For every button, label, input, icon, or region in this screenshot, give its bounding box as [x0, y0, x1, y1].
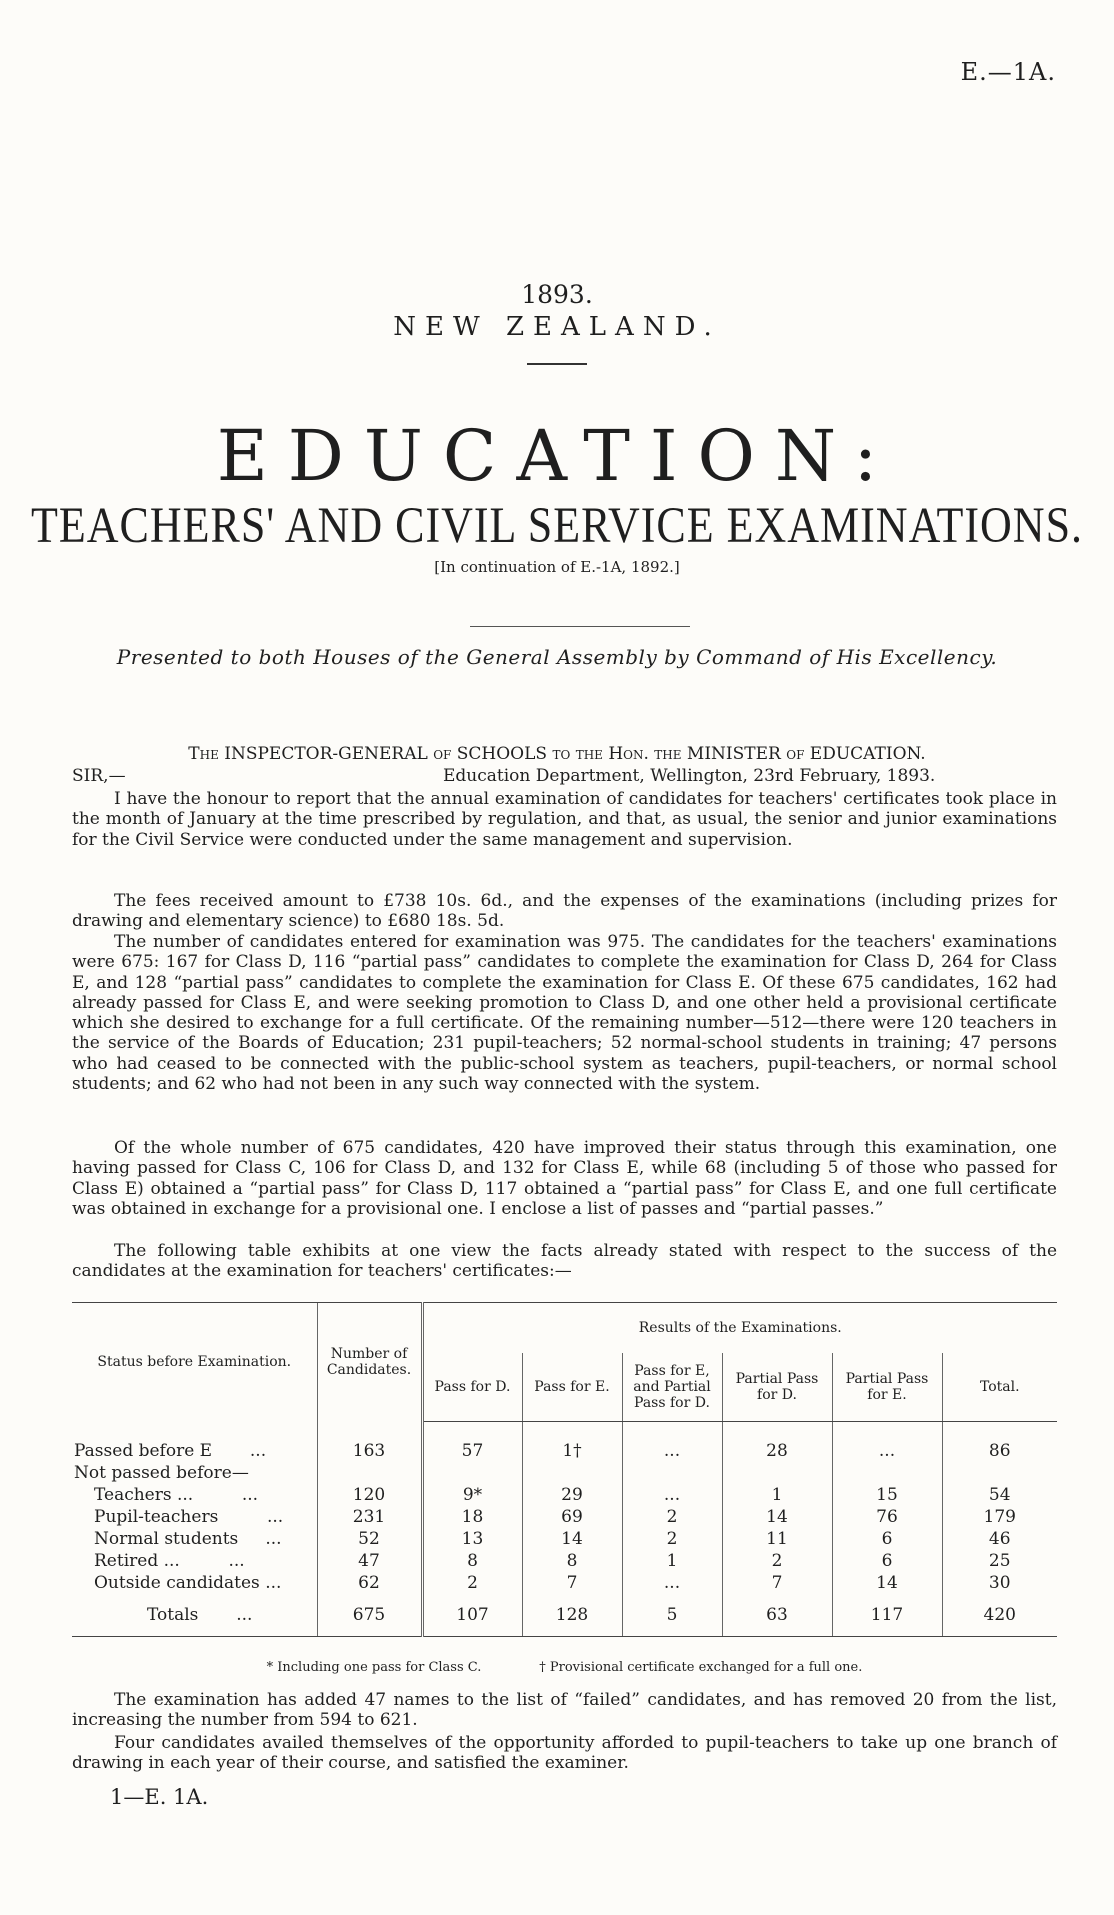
- cell-total: 30: [942, 1572, 1057, 1594]
- table-footnotes: [72, 1660, 1057, 1675]
- year: 1893.: [521, 280, 593, 309]
- cell-total: 46: [942, 1528, 1057, 1550]
- cell-partial-d: 63: [722, 1594, 832, 1637]
- paragraph-text: The number of candidates entered for examination was 975. The candidates for the teachers' examinations were 675: 167 for Class D, 116 “partial pass” candidates to complete the examination for Class D, 264 for Class E, and 128 “partial pass” candidates to complete the examination for Class E. Of these 675 candidates, 162 had already passed for Class E, and were seeking promotion to Class D, and one other held a provisional certificate which she desired to exchange for a full certificate. Of the remaining number—512—there were 120 teachers in the service of the Boards of Education; 231 pupil-teachers; 52 normal-school students in training; 47 persons who had ceased to be connected with the public-school system as teachers, pupil-teachers, or normal school students; and 62 who had not been in any such way connected with the system.: [72, 932, 1057, 1095]
- cell-partial-e: 14: [832, 1572, 942, 1594]
- table-row: [72, 1484, 1057, 1506]
- paragraph-text: Four candidates availed themselves of the opportunity afforded to pupil-teachers to take up one branch of drawing in each year of their course, and satisfied the examiner.: [72, 1733, 1057, 1774]
- table-row: [72, 1528, 1057, 1550]
- header-number: Number of Candidates.: [317, 1303, 422, 1422]
- cell-partial-d: 11: [722, 1528, 832, 1550]
- presented-line: Presented to both Houses of the General Assembly by Command of His Excellency.: [116, 645, 998, 669]
- row-label: Outside candidates ...: [94, 1573, 282, 1593]
- cell-pass-d: 18: [422, 1506, 522, 1528]
- leader-dots: ...: [265, 1529, 282, 1549]
- results-table: [72, 1302, 1057, 1637]
- paragraph-2: [72, 891, 1057, 932]
- dateline: Education Department, Wellington, 23rd February, 1893.: [443, 766, 936, 786]
- cell-pass-d: 9*: [422, 1484, 522, 1506]
- row-label: Retired ... ...: [94, 1551, 245, 1571]
- cell-number: 47: [317, 1550, 422, 1572]
- cell-pass-d: 2: [422, 1572, 522, 1594]
- table-row: [72, 1572, 1057, 1594]
- paragraph-text: Of the whole number of 675 candidates, 420 have improved their status through this examination, one having passed for Class C, 106 for Class D, and 132 for Class E, while 68 (including 5 of those who passed for Class E) obtained a “partial pass” for Class D, 117 obtained a “partial pass” for Class E, and one full certificate was obtained in exchange for a provisional one. I enclose a list of passes and “partial passes.”: [72, 1138, 1057, 1219]
- totals-row: [72, 1594, 1057, 1637]
- salutation: SIR,—: [72, 766, 126, 786]
- cell-partial-e: ...: [832, 1440, 942, 1462]
- cell-partial-d: 14: [722, 1506, 832, 1528]
- row-label: Pupil-teachers ...: [94, 1507, 284, 1527]
- address-line: The INSPECTOR-GENERAL of SCHOOLS to the Hon. the MINISTER of EDUCATION.: [188, 744, 926, 764]
- cell-pass-e: 29: [522, 1484, 622, 1506]
- cell-partial-e: 15: [832, 1484, 942, 1506]
- cell-pass-d: 8: [422, 1550, 522, 1572]
- cell-partial-e: 6: [832, 1550, 942, 1572]
- cell-pass-d: 13: [422, 1528, 522, 1550]
- cell-partial-d: 7: [722, 1572, 832, 1594]
- cell-number: 120: [317, 1484, 422, 1506]
- leader-dots: ...: [241, 1485, 259, 1505]
- continuation-note: [In continuation of E.-1A, 1892.]: [434, 558, 680, 576]
- cell-partial-d: 2: [722, 1550, 832, 1572]
- header-partial-d: Partial Pass for D.: [722, 1353, 832, 1422]
- cell-partial-e: 76: [832, 1506, 942, 1528]
- cell-pass-e-partial-d: ...: [622, 1484, 722, 1506]
- cell-pass-e-partial-d: ...: [622, 1572, 722, 1594]
- paragraph-6: [72, 1690, 1057, 1731]
- section-divider: [470, 626, 690, 627]
- paragraph-1: [72, 789, 1057, 850]
- header-pass-e: Pass for E.: [522, 1353, 622, 1422]
- paragraph-4: [72, 1138, 1057, 1219]
- country-heading: NEW ZEALAND.: [393, 312, 721, 342]
- header-total: Total.: [942, 1353, 1057, 1422]
- cell-pass-e: 1†: [522, 1440, 622, 1462]
- header-status: Status before Examination.: [72, 1303, 317, 1422]
- cell-pass-e: 69: [522, 1506, 622, 1528]
- table-row: [72, 1506, 1057, 1528]
- cell-pass-d: 107: [422, 1594, 522, 1637]
- cell-partial-d: 28: [722, 1440, 832, 1462]
- paragraph-text: The fees received amount to £738 10s. 6d., and the expenses of the examinations (including prizes for drawing and elementary science) to £680 18s. 5d.: [72, 891, 1057, 932]
- cell-pass-e: 7: [522, 1572, 622, 1594]
- paragraph-text: The following table exhibits at one view the facts already stated with respect to the success of the candidates at the examination for teachers' certificates:—: [72, 1241, 1057, 1282]
- cell-total: 179: [942, 1506, 1057, 1528]
- paragraph-text: The examination has added 47 names to the list of “failed” candidates, and has removed 20 from the list, increasing the number from 594 to 621.: [72, 1690, 1057, 1731]
- heading-divider: [527, 363, 587, 365]
- leader-dots: ...: [236, 1605, 253, 1625]
- paragraph-3: [72, 932, 1057, 1094]
- cell-pass-e: 8: [522, 1550, 622, 1572]
- header-pass-d: Pass for D.: [422, 1353, 522, 1422]
- paragraph-7: [72, 1733, 1057, 1774]
- cell-partial-d: 1: [722, 1484, 832, 1506]
- footnote-including-class-c: * Including one pass for Class C.: [266, 1660, 482, 1675]
- cell-total: 420: [942, 1594, 1057, 1637]
- row-label: Totals ...: [72, 1594, 317, 1637]
- row-label: Passed before E ...: [74, 1441, 267, 1461]
- table-row: [72, 1462, 1057, 1484]
- page-subtitle: TEACHERS' AND CIVIL SERVICE EXAMINATIONS.: [30, 497, 1084, 554]
- cell-pass-e-partial-d: ...: [622, 1440, 722, 1462]
- page-title: EDUCATION:: [216, 415, 898, 497]
- cell-partial-e: 6: [832, 1528, 942, 1550]
- cell-pass-d: 57: [422, 1440, 522, 1462]
- cell-total: 25: [942, 1550, 1057, 1572]
- header-partial-e: Partial Pass for E.: [832, 1353, 942, 1422]
- row-label: Not passed before—: [74, 1463, 249, 1483]
- cell-partial-e: 117: [832, 1594, 942, 1637]
- cell-number: 62: [317, 1572, 422, 1594]
- paragraph-text: I have the honour to report that the annual examination of candidates for teachers' certificates took place in the month of January at the time prescribed by regulation, and that, as usual, the senior and junior examinations for the Civil Service were conducted under the same management and supervision.: [72, 789, 1057, 850]
- leader-dots: ...: [228, 1551, 245, 1571]
- leader-dots: ...: [266, 1507, 284, 1527]
- page-signature: 1—E. 1A.: [110, 1785, 209, 1809]
- cell-pass-e-partial-d: 2: [622, 1528, 722, 1550]
- table-row: [72, 1550, 1057, 1572]
- leader-dots: ...: [265, 1573, 282, 1593]
- document-reference: E.—1A.: [960, 58, 1056, 86]
- footnote-provisional-certificate: † Provisional certificate exchanged for a full one.: [539, 1660, 863, 1675]
- row-label: Teachers ... ...: [94, 1485, 259, 1505]
- cell-pass-e-partial-d: 1: [622, 1550, 722, 1572]
- cell-number: 52: [317, 1528, 422, 1550]
- cell-pass-e: 128: [522, 1594, 622, 1637]
- cell-number: 231: [317, 1506, 422, 1528]
- row-label: Normal students ...: [94, 1529, 282, 1549]
- cell-total: 86: [942, 1440, 1057, 1462]
- cell-pass-e-partial-d: 2: [622, 1506, 722, 1528]
- cell-total: 54: [942, 1484, 1057, 1506]
- header-results-group: Results of the Examinations.: [422, 1303, 1057, 1354]
- cell-pass-e: 14: [522, 1528, 622, 1550]
- table-row: [72, 1440, 1057, 1462]
- header-pass-e-partial-d: Pass for E, and Partial Pass for D.: [622, 1353, 722, 1422]
- leader-dots: ...: [249, 1441, 267, 1461]
- paragraph-5: [72, 1241, 1057, 1282]
- cell-pass-e-partial-d: 5: [622, 1594, 722, 1637]
- cell-number: 675: [317, 1594, 422, 1637]
- cell-number: 163: [317, 1440, 422, 1462]
